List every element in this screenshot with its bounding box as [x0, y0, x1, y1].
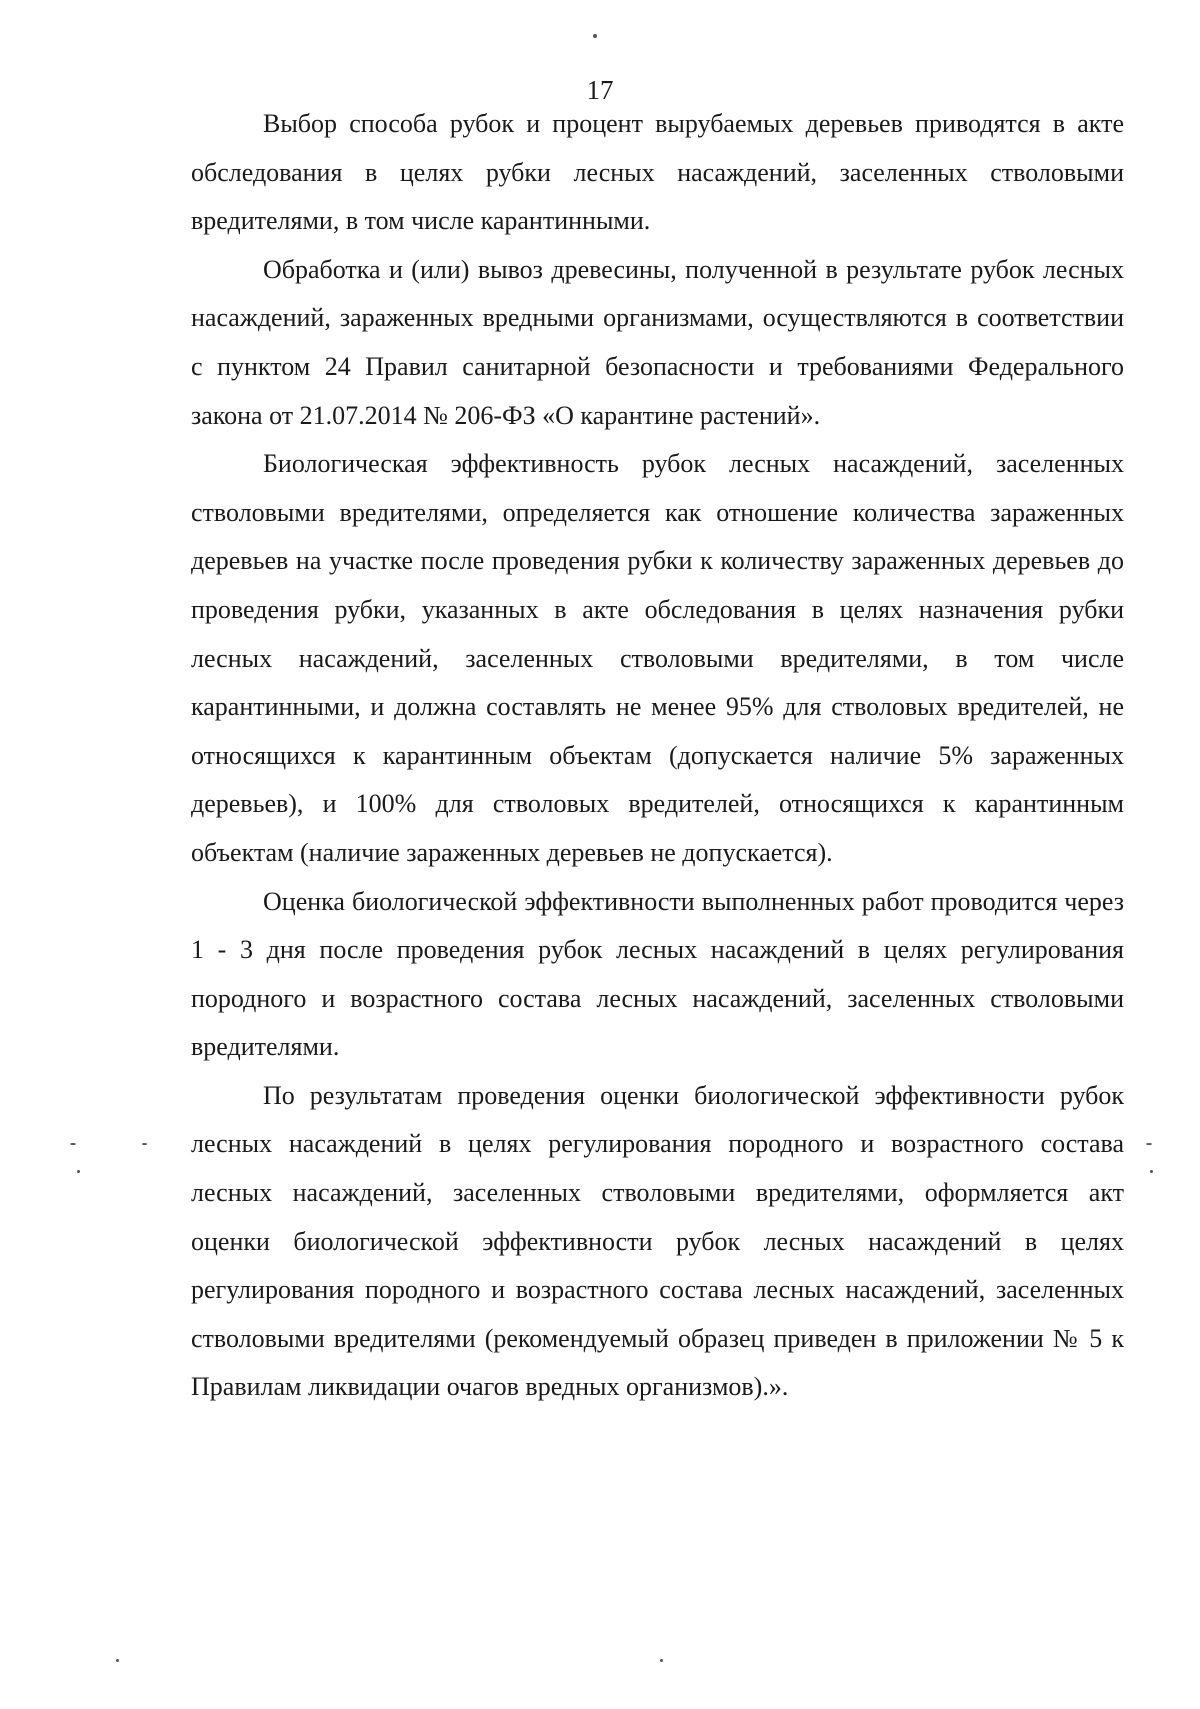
scan-speck: [660, 1659, 663, 1662]
page-number: 17: [586, 75, 614, 105]
paragraph-biological-efficiency: Биологическая эффективность рубок лесных насаждений, заселенных стволовыми вредителями, определяется как отношение количества зараженных деревьев на участке после проведения рубки к количеству зараженных деревьев до проведения рубки, указанных в акте обследования в целях назначения рубки лесных насаждений, заселенных стволовыми вредителями, в том числе карантинными, и должна составлять не менее 95% для стволовых вредителей, не относящихся к карантинным объектам (допускается наличие 5% зараженных деревьев), и 100% для стволовых вредителей, относящихся к карантинным объектам (наличие зараженных деревьев не допускается).: [191, 449, 1124, 867]
paragraph-evaluation-act: По результатам проведения оценки биологической эффективности рубок лесных насаждений в целях регулирования породного и возрастного состава лесных насаждений, заселенных стволовыми вредителями, оформляется акт оценки биологической эффективности рубок лесных насаждений в целях регулирования породного и возрастного состава лесных насаждений, заселенных стволовыми вредителями (рекомендуемый образец приведен в приложении № 5 к Правилам ликвидации очагов вредных организмов).».: [191, 1080, 1124, 1402]
scan-speck: [1146, 1143, 1152, 1145]
scan-speck: [77, 1170, 80, 1173]
scan-speck: [142, 1143, 147, 1145]
paragraph-wood-processing: Обработка и (или) вывоз древесины, полученной в результате рубок лесных насаждений, зараженных вредными организмами, осуществляются в соответствии с пунктом 24 Правил санитарной безопасности и требованиями Федерального закона от 21.07.2014 № 206-ФЗ «О карантине растений».: [191, 254, 1124, 430]
paragraph-cutting-method: Выбор способа рубок и процент вырубаемых деревьев приводятся в акте обследования в целях рубки лесных насаждений, заселенных стволовыми вредителями, в том числе карантинными.: [191, 109, 1124, 236]
scan-speck: [116, 1659, 119, 1662]
scan-speck: [70, 1143, 76, 1145]
paragraph-efficiency-evaluation: Оценка биологической эффективности выполненных работ проводится через 1 - 3 дня после проведения рубок лесных насаждений в целях регулирования породного и возрастного состава лесных насаждений, заселенных стволовыми вредителями.: [191, 886, 1124, 1062]
scan-speck: [593, 34, 597, 38]
document-body: [191, 100, 1124, 1412]
scan-speck: [1150, 1170, 1153, 1173]
